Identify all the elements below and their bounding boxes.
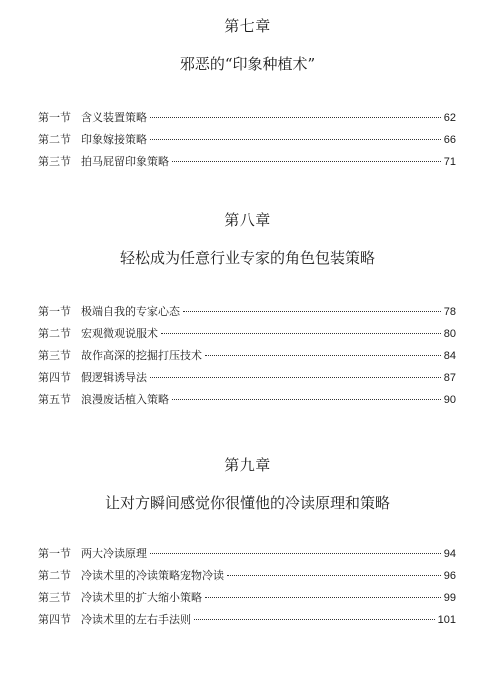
dot-leader (194, 619, 435, 620)
section-number: 第四节 (38, 613, 71, 626)
section-number: 第一节 (38, 305, 71, 318)
dot-leader (183, 311, 441, 312)
page-number: 94 (443, 548, 456, 560)
section-title: 两大冷读原理 (81, 547, 147, 560)
page-number: 66 (443, 134, 456, 146)
dot-leader (227, 575, 441, 576)
page-number: 101 (437, 614, 456, 626)
toc-entry[interactable] (38, 151, 456, 173)
chapter-title: 邪恶的“印象种植术” (179, 55, 316, 73)
dot-leader (205, 597, 441, 598)
dot-leader (172, 399, 441, 400)
page-number: 90 (443, 394, 456, 406)
section-number: 第一节 (38, 111, 71, 124)
section-title: 含义装置策略 (81, 111, 147, 124)
page-number: 71 (443, 156, 456, 168)
section-number: 第一节 (38, 547, 71, 560)
chapter-7-heading (0, 16, 495, 74)
section-number: 第五节 (38, 393, 71, 406)
section-title: 浪漫废话植入策略 (81, 393, 169, 406)
toc-entry[interactable] (38, 565, 456, 587)
chapter-title: 轻松成为任意行业专家的角色包装策略 (119, 249, 375, 267)
section-number: 第二节 (38, 569, 71, 582)
dot-leader (161, 333, 441, 334)
toc-entry[interactable] (38, 543, 456, 565)
section-title: 宏观微观说服术 (81, 327, 158, 340)
page-number: 84 (443, 350, 456, 362)
toc-entry[interactable] (38, 107, 456, 129)
page-number: 80 (443, 328, 456, 340)
chapter-7-sections (38, 107, 456, 173)
toc-entry[interactable] (38, 301, 456, 323)
dot-leader (205, 355, 441, 356)
toc-entry[interactable] (38, 323, 456, 345)
section-number: 第三节 (38, 155, 71, 168)
section-title: 假逻辑诱导法 (81, 371, 147, 384)
toc-entry[interactable] (38, 129, 456, 151)
toc-entry[interactable] (38, 609, 456, 631)
page-number: 96 (443, 570, 456, 582)
page-number: 62 (443, 112, 456, 124)
dot-leader (150, 377, 441, 378)
chapter-number: 第八章 (224, 211, 271, 229)
page-number: 78 (443, 306, 456, 318)
chapter-9-sections (38, 543, 456, 631)
section-title: 极端自我的专家心态 (81, 305, 180, 318)
toc-entry[interactable] (38, 367, 456, 389)
section-title: 冷读术里的冷读策略宠物冷读 (81, 569, 224, 582)
chapter-number: 第九章 (224, 456, 271, 474)
toc-entry[interactable] (38, 587, 456, 609)
chapter-8-heading (0, 210, 495, 268)
section-title: 冷读术里的左右手法则 (81, 613, 191, 626)
section-number: 第三节 (38, 349, 71, 362)
section-number: 第二节 (38, 327, 71, 340)
toc-entry[interactable] (38, 389, 456, 411)
section-title: 故作高深的挖掘打压技术 (81, 349, 202, 362)
section-number: 第三节 (38, 591, 71, 604)
chapter-9-heading (0, 455, 495, 513)
chapter-8-sections (38, 301, 456, 411)
section-number: 第四节 (38, 371, 71, 384)
section-title: 冷读术里的扩大缩小策略 (81, 591, 202, 604)
dot-leader (172, 161, 441, 162)
dot-leader (150, 553, 441, 554)
section-number: 第二节 (38, 133, 71, 146)
dot-leader (150, 139, 441, 140)
page-number: 99 (443, 592, 456, 604)
dot-leader (150, 117, 441, 118)
section-title: 拍马屁留印象策略 (81, 155, 169, 168)
chapter-number: 第七章 (224, 17, 271, 35)
page-number: 87 (443, 372, 456, 384)
chapter-title: 让对方瞬间感觉你很懂他的冷读原理和策略 (104, 494, 390, 512)
toc-entry[interactable] (38, 345, 456, 367)
section-title: 印象嫁接策略 (81, 133, 147, 146)
